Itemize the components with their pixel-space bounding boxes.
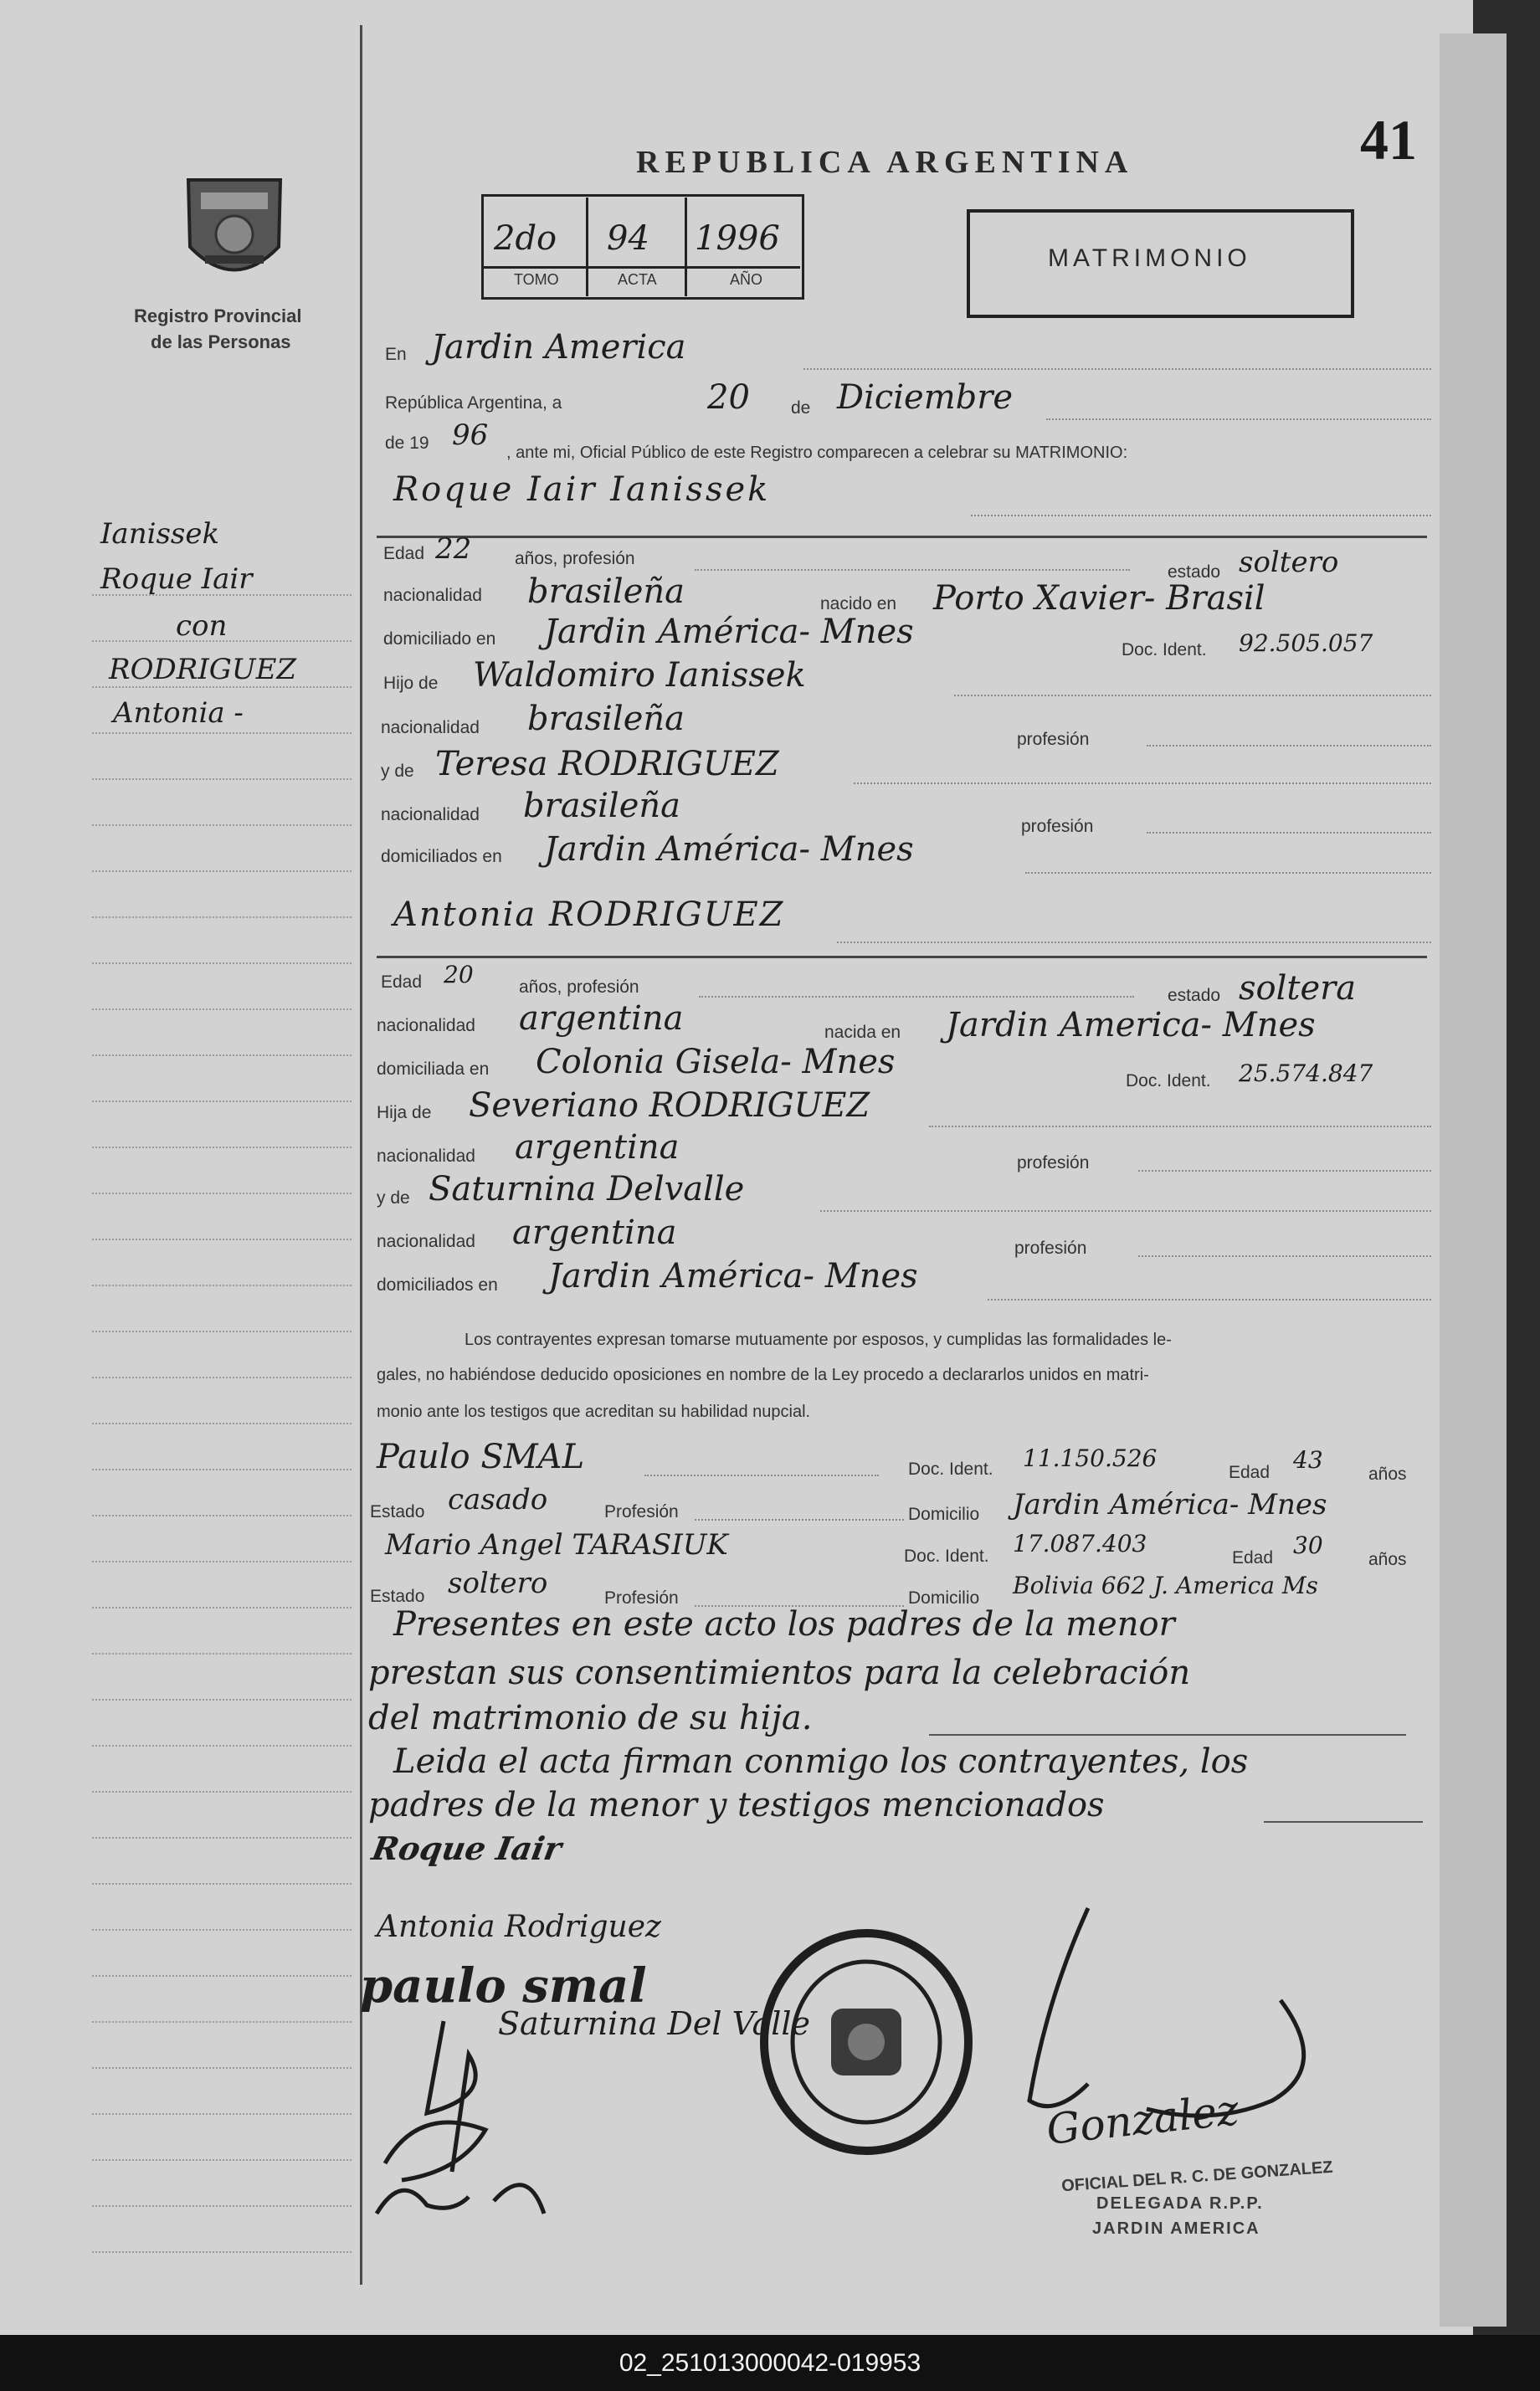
groom-madre-nac-label: nacionalidad bbox=[381, 805, 480, 824]
witness1-name: Paulo SMAL bbox=[377, 1438, 585, 1476]
field-rule bbox=[971, 515, 1431, 516]
witness2-name: Mario Angel TARASIUK bbox=[385, 1528, 728, 1562]
notes-line5: padres de la menor y testigos mencionados bbox=[368, 1786, 1105, 1824]
signature-groom: Roque Iair bbox=[369, 1829, 565, 1867]
field-rule bbox=[644, 1475, 879, 1476]
ano-label: AÑO bbox=[730, 271, 763, 288]
field-rule bbox=[695, 569, 1130, 571]
notes-line1: Presentes en este acto los padres de la menor bbox=[393, 1605, 1175, 1644]
groom-doc: 92.505.057 bbox=[1239, 629, 1373, 657]
witness2-estado: soltero bbox=[448, 1567, 548, 1600]
witness2-doc-label: Doc. Ident. bbox=[904, 1547, 989, 1566]
field-rule bbox=[954, 695, 1431, 696]
margin-rule bbox=[92, 1515, 352, 1516]
margin-rule bbox=[92, 1331, 352, 1332]
margin-rule bbox=[92, 1837, 352, 1839]
bride-nacida-label: nacida en bbox=[824, 1023, 901, 1042]
day-value: 20 bbox=[707, 378, 750, 417]
margin-rule bbox=[92, 916, 352, 918]
page-edge bbox=[1440, 33, 1507, 2327]
act-type: MATRIMONIO bbox=[1048, 244, 1251, 272]
notes-line2: prestan sus consentimientos para la celebración bbox=[368, 1654, 1191, 1692]
witness1-doc: 11.150.526 bbox=[1023, 1444, 1158, 1472]
witness2-edad: 30 bbox=[1293, 1532, 1323, 1559]
bride-estado: soltera bbox=[1239, 969, 1357, 1008]
margin-rule bbox=[92, 686, 352, 688]
margin-rule bbox=[92, 1469, 352, 1470]
en-label: En bbox=[385, 345, 407, 364]
bride-y-de-label: y de bbox=[377, 1188, 410, 1208]
field-rule bbox=[929, 1734, 1406, 1736]
margin-rule bbox=[92, 594, 352, 596]
groom-madre-prof-label: profesión bbox=[1021, 817, 1094, 836]
witness2-domicilio: Bolivia 662 J. America Ms bbox=[1013, 1572, 1318, 1599]
field-rule bbox=[854, 782, 1431, 784]
margin-rule bbox=[92, 1054, 352, 1056]
groom-padres-domicilio: Jardin América- Mnes bbox=[544, 830, 914, 869]
stamp-line1: OFICIAL DEL R. C. DE GONZALEZ bbox=[1060, 2158, 1334, 2196]
field-rule bbox=[837, 942, 1431, 943]
bride-dom-label: domiciliada en bbox=[377, 1060, 490, 1079]
margin-note-line4: RODRIGUEZ bbox=[109, 653, 297, 686]
margin-note-line2: Roque Iair bbox=[100, 562, 253, 596]
bride-hija-label: Hija de bbox=[377, 1103, 432, 1122]
field-rule bbox=[929, 1126, 1431, 1127]
groom-domiciliados-label: domiciliados en bbox=[381, 847, 502, 866]
groom-padre-nac-label: nacionalidad bbox=[381, 718, 480, 737]
signature-officer: Gonzalez bbox=[1044, 2086, 1241, 2154]
bride-nac-label: nacionalidad bbox=[377, 1016, 475, 1035]
margin-rule bbox=[92, 1239, 352, 1240]
groom-nacido: Porto Xavier- Brasil bbox=[933, 579, 1265, 618]
bride-padre-nac: argentina bbox=[515, 1128, 680, 1167]
witness2-profesion-label: Profesión bbox=[604, 1588, 679, 1608]
groom-dom-label: domiciliado en bbox=[383, 629, 496, 649]
republica-label: República Argentina, a bbox=[385, 393, 562, 413]
margin-rule bbox=[92, 1929, 352, 1931]
place-value: Jardin America bbox=[431, 328, 686, 367]
bride-name: Antonia RODRIGUEZ bbox=[393, 895, 785, 934]
margin-rule bbox=[92, 1193, 352, 1194]
registry-line2: de las Personas bbox=[151, 331, 291, 352]
declaration-line1: Los contrayentes expresan tomarse mutuamente por esposos, y cumplidas las formalidades le- bbox=[465, 1331, 1172, 1349]
bride-madre-prof-label: profesión bbox=[1014, 1239, 1087, 1258]
notes-line4: Leida el acta firman conmigo los contrayentes, los bbox=[393, 1742, 1249, 1781]
margin-rule bbox=[92, 962, 352, 964]
margin-rule bbox=[92, 1008, 352, 1010]
margin-rule bbox=[92, 1561, 352, 1562]
intro-text: , ante mi, Oficial Público de este Registro comparecen a celebrar su MATRIMONIO: bbox=[506, 444, 1128, 462]
province-seal-icon bbox=[172, 167, 297, 293]
signature-mother: Saturnina Del Valle bbox=[498, 2005, 811, 2042]
witness2-doc: 17.087.403 bbox=[1013, 1530, 1147, 1557]
groom-hijo-label: Hijo de bbox=[383, 674, 439, 693]
registry-line1: Registro Provincial bbox=[134, 305, 302, 326]
witness1-domicilio: Jardin América- Mnes bbox=[1013, 1488, 1327, 1521]
groom-padre-nac: brasileña bbox=[527, 700, 685, 738]
margin-rule bbox=[92, 1101, 352, 1102]
bride-estado-label: estado bbox=[1168, 986, 1221, 1005]
section-rule bbox=[377, 956, 1427, 958]
witness1-domicilio-label: Domicilio bbox=[908, 1505, 980, 1524]
declaration-line3: monio ante los testigos que acreditan su habilidad nupcial. bbox=[377, 1403, 811, 1421]
country-heading: REPUBLICA ARGENTINA bbox=[636, 145, 1134, 180]
witness1-edad-label: Edad bbox=[1229, 1463, 1270, 1482]
field-rule bbox=[988, 1299, 1431, 1301]
margin-rule bbox=[92, 778, 352, 780]
margin-rule bbox=[92, 1653, 352, 1655]
declaration-line2: gales, no habiéndose deducido oposiciones en nombre de la Ley procedo a declararlos unidos en matri- bbox=[377, 1366, 1149, 1384]
margin-rule bbox=[92, 2113, 352, 2115]
field-rule bbox=[1264, 1821, 1423, 1823]
margin-rule bbox=[92, 1285, 352, 1286]
officer-signature-scribble-icon bbox=[996, 1900, 1331, 2142]
margin-rule bbox=[92, 1147, 352, 1148]
field-rule bbox=[1138, 1170, 1431, 1172]
bride-padres-domicilio: Jardin América- Mnes bbox=[548, 1257, 918, 1296]
bride-domiciliados-label: domiciliados en bbox=[377, 1275, 498, 1295]
groom-padre: Waldomiro Ianissek bbox=[473, 656, 806, 695]
field-rule bbox=[695, 1519, 904, 1521]
signature-witness1: paulo smal bbox=[360, 1958, 647, 2014]
bride-doc-label: Doc. Ident. bbox=[1126, 1071, 1211, 1090]
groom-y-de-label: y de bbox=[381, 762, 414, 781]
signature-scribble-icon bbox=[368, 2004, 603, 2222]
margin-rule bbox=[92, 2067, 352, 2069]
margin-note-line3: con bbox=[176, 609, 228, 643]
margin-rule bbox=[92, 2205, 352, 2207]
bride-padre: Severiano RODRIGUEZ bbox=[469, 1086, 870, 1125]
stamp-line2: DELEGADA R.P.P. bbox=[1096, 2194, 1264, 2213]
bride-padre-nac-label: nacionalidad bbox=[377, 1147, 475, 1166]
bride-madre-nac: argentina bbox=[512, 1213, 677, 1252]
groom-anos-label: años, profesión bbox=[515, 549, 635, 568]
groom-nacido-label: nacido en bbox=[820, 594, 897, 613]
margin-rule bbox=[92, 824, 352, 826]
groom-edad: 22 bbox=[435, 532, 472, 566]
bride-profesion-label: profesión bbox=[1017, 1153, 1090, 1172]
groom-estado: soltero bbox=[1239, 546, 1339, 579]
acta-label: ACTA bbox=[618, 271, 657, 288]
section-rule bbox=[377, 536, 1427, 538]
groom-madre-nac: brasileña bbox=[523, 787, 680, 825]
witness1-profesion-label: Profesión bbox=[604, 1502, 679, 1521]
bride-nacionalidad: argentina bbox=[519, 999, 684, 1038]
box-divider bbox=[685, 198, 687, 296]
witness2-anos-label: años bbox=[1368, 1550, 1407, 1569]
margin-rule bbox=[92, 1607, 352, 1609]
margin-rule bbox=[92, 1377, 352, 1378]
groom-doc-label: Doc. Ident. bbox=[1122, 640, 1207, 659]
margin-note-line5: Antonia - bbox=[113, 696, 244, 730]
margin-rule bbox=[92, 1423, 352, 1424]
year-suffix: 96 bbox=[452, 418, 489, 452]
witness2-edad-label: Edad bbox=[1232, 1548, 1274, 1567]
bride-doc: 25.574.847 bbox=[1239, 1060, 1373, 1087]
witness1-doc-label: Doc. Ident. bbox=[908, 1460, 993, 1479]
margin-rule bbox=[92, 1883, 352, 1885]
month-value: Diciembre bbox=[837, 378, 1014, 417]
ano-value: 1996 bbox=[695, 219, 780, 258]
margin-rule bbox=[92, 1745, 352, 1747]
scan-id-footer: 02_251013000042-019953 bbox=[0, 2335, 1540, 2391]
margin-rule bbox=[92, 1791, 352, 1793]
groom-nacionalidad: brasileña bbox=[527, 572, 685, 611]
groom-madre: Teresa RODRIGUEZ bbox=[435, 745, 779, 783]
margin-rule bbox=[92, 640, 352, 642]
field-rule bbox=[1147, 745, 1431, 747]
field-rule bbox=[1147, 832, 1431, 834]
de-label: de bbox=[791, 398, 811, 418]
margin-rule bbox=[92, 1699, 352, 1701]
bride-domicilio: Colonia Gisela- Mnes bbox=[536, 1043, 896, 1081]
tomo-value: 2do bbox=[494, 219, 557, 258]
official-seal-icon bbox=[757, 1925, 975, 2159]
signature-bride: Antonia Rodriguez bbox=[377, 1910, 661, 1944]
field-rule bbox=[1046, 418, 1431, 420]
witness1-edad: 43 bbox=[1293, 1446, 1323, 1474]
witness1-estado: casado bbox=[448, 1483, 548, 1516]
page-number: 41 bbox=[1360, 108, 1417, 172]
field-rule bbox=[820, 1210, 1431, 1212]
stamp-line3: JARDIN AMERICA bbox=[1092, 2219, 1260, 2238]
bride-edad-label: Edad bbox=[381, 972, 423, 992]
year-prefix: de 19 bbox=[385, 434, 429, 453]
notes-line3: del matrimonio de su hija. bbox=[368, 1699, 813, 1737]
groom-nac-label: nacionalidad bbox=[383, 586, 482, 605]
bride-edad: 20 bbox=[444, 961, 474, 988]
field-rule bbox=[803, 368, 1431, 370]
field-rule bbox=[1138, 1255, 1431, 1257]
margin-rule bbox=[92, 732, 352, 734]
bride-anos-label: años, profesión bbox=[519, 977, 639, 997]
witness2-domicilio-label: Domicilio bbox=[908, 1588, 980, 1608]
box-divider bbox=[484, 266, 800, 269]
margin-rule bbox=[92, 2021, 352, 2023]
bride-madre: Saturnina Delvalle bbox=[429, 1170, 745, 1208]
margin-rule bbox=[92, 2159, 352, 2161]
witness1-anos-label: años bbox=[1368, 1465, 1407, 1484]
witness1-estado-label: Estado bbox=[370, 1502, 425, 1521]
bride-madre-nac-label: nacionalidad bbox=[377, 1232, 475, 1251]
bride-nacida: Jardin America- Mnes bbox=[946, 1006, 1316, 1044]
box-divider bbox=[586, 198, 588, 296]
field-rule bbox=[699, 996, 1134, 998]
margin-rule bbox=[92, 1975, 352, 1977]
margin-rule bbox=[92, 870, 352, 872]
tomo-label: TOMO bbox=[514, 271, 559, 288]
groom-domicilio: Jardin América- Mnes bbox=[544, 613, 914, 651]
groom-estado-label: estado bbox=[1168, 562, 1221, 582]
groom-profesion-label: profesión bbox=[1017, 730, 1090, 749]
margin-rule bbox=[92, 2251, 352, 2253]
witness2-estado-label: Estado bbox=[370, 1587, 425, 1606]
margin-note-line1: Ianissek bbox=[100, 517, 220, 551]
groom-edad-label: Edad bbox=[383, 544, 425, 563]
field-rule bbox=[1025, 872, 1431, 874]
acta-value: 94 bbox=[607, 219, 649, 258]
margin-divider bbox=[360, 25, 362, 2285]
groom-name: Roque Iair Ianissek bbox=[393, 470, 771, 509]
